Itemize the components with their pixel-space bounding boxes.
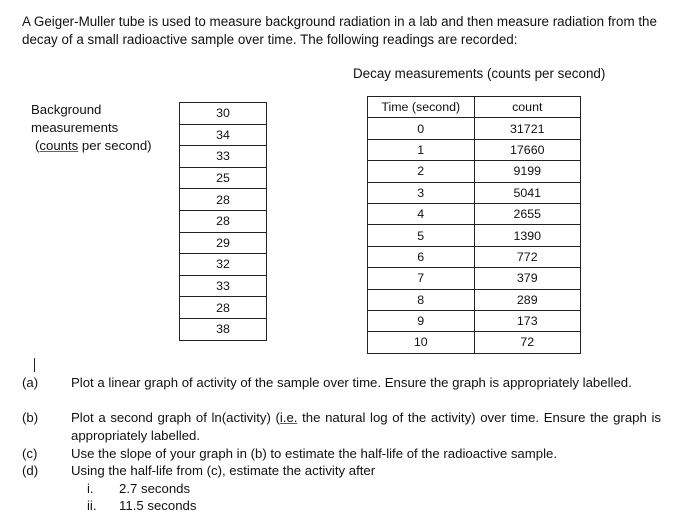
question-d-label: (d) xyxy=(22,463,39,478)
time-cell: 9 xyxy=(368,310,475,331)
header-count: count xyxy=(474,97,581,118)
text-cursor xyxy=(34,358,35,372)
time-cell: 3 xyxy=(368,182,475,203)
decay-table-title: Decay measurements (counts per second) xyxy=(353,66,606,81)
table-cell: 30 xyxy=(180,103,267,125)
count-cell: 173 xyxy=(474,310,581,331)
background-label-line2: measurements xyxy=(31,120,119,135)
decay-table xyxy=(367,96,581,354)
time-cell: 0 xyxy=(368,118,475,139)
table-row xyxy=(368,161,581,182)
count-cell: 17660 xyxy=(474,139,581,160)
table-cell: 33 xyxy=(180,275,267,297)
table-row xyxy=(180,146,267,168)
sub-item-text: 11.5 seconds xyxy=(119,498,197,513)
count-cell: 31721 xyxy=(474,118,581,139)
background-label-line3: (counts per second) xyxy=(35,138,152,153)
intro-paragraph: A Geiger-Muller tube is used to measure background radiation in a lab and then measure radiation from the decay of a small radioactive sample over time. The following readings are recorded: xyxy=(22,14,657,47)
count-cell: 5041 xyxy=(474,182,581,203)
table-cell: 34 xyxy=(180,124,267,146)
time-cell: 10 xyxy=(368,332,475,353)
count-cell: 2655 xyxy=(474,203,581,224)
table-row xyxy=(368,139,581,160)
background-table xyxy=(179,102,267,341)
table-cell: 29 xyxy=(180,232,267,254)
table-row xyxy=(180,189,267,211)
table-row xyxy=(180,124,267,146)
question-c-text: Use the slope of your graph in (b) to estimate the half-life of the radioactive sample. xyxy=(71,446,557,461)
time-cell: 2 xyxy=(368,161,475,182)
question-a-label: (a) xyxy=(22,375,39,390)
question-d-text: Using the half-life from (c), estimate the activity after xyxy=(71,463,376,478)
table-row xyxy=(180,103,267,125)
counts-word: counts xyxy=(39,138,79,153)
table-cell: 28 xyxy=(180,210,267,232)
time-cell: 6 xyxy=(368,246,475,267)
time-cell: 7 xyxy=(368,268,475,289)
table-cell: 33 xyxy=(180,146,267,168)
table-row xyxy=(368,268,581,289)
table-row xyxy=(368,118,581,139)
background-label xyxy=(31,101,152,155)
sub-item-number: i. xyxy=(87,481,94,496)
table-cell: 28 xyxy=(180,189,267,211)
table-row xyxy=(180,232,267,254)
table-row xyxy=(180,167,267,189)
time-cell: 1 xyxy=(368,139,475,160)
table-row xyxy=(180,210,267,232)
count-cell: 1390 xyxy=(474,225,581,246)
table-cell: 28 xyxy=(180,297,267,319)
table-row xyxy=(368,203,581,224)
time-cell: 8 xyxy=(368,289,475,310)
count-cell: 772 xyxy=(474,246,581,267)
time-cell: 4 xyxy=(368,203,475,224)
table-cell: 38 xyxy=(180,318,267,340)
sub-item-text: 2.7 seconds xyxy=(119,481,191,496)
count-cell: 379 xyxy=(474,268,581,289)
ie-abbrev: i.e. xyxy=(279,410,298,425)
table-cell: 25 xyxy=(180,167,267,189)
table-row xyxy=(180,254,267,276)
table-row xyxy=(368,289,581,310)
question-a-text: Plot a linear graph of activity of the sample over time. Ensure the graph is appropriately labelled. xyxy=(71,375,632,390)
table-row xyxy=(180,297,267,319)
time-cell: 5 xyxy=(368,225,475,246)
question-b-label: (b) xyxy=(22,410,39,425)
table-header-row xyxy=(368,97,581,118)
table-row xyxy=(180,318,267,340)
count-cell: 72 xyxy=(474,332,581,353)
header-time: Time (second) xyxy=(368,97,475,118)
count-cell: 289 xyxy=(474,289,581,310)
background-label-line1: Background xyxy=(31,102,102,117)
table-cell: 32 xyxy=(180,254,267,276)
sub-item-number: ii. xyxy=(87,498,97,513)
table-row xyxy=(368,182,581,203)
question-c-label: (c) xyxy=(22,446,38,461)
question-b-text: Plot a second graph of ln(activity) (i.e. the natural log of the activity) over time. Ensure the graph is appropriately labelled. xyxy=(71,410,661,443)
table-row xyxy=(368,310,581,331)
table-row xyxy=(368,225,581,246)
count-cell: 9199 xyxy=(474,161,581,182)
table-row xyxy=(368,332,581,353)
table-row xyxy=(180,275,267,297)
table-row xyxy=(368,246,581,267)
